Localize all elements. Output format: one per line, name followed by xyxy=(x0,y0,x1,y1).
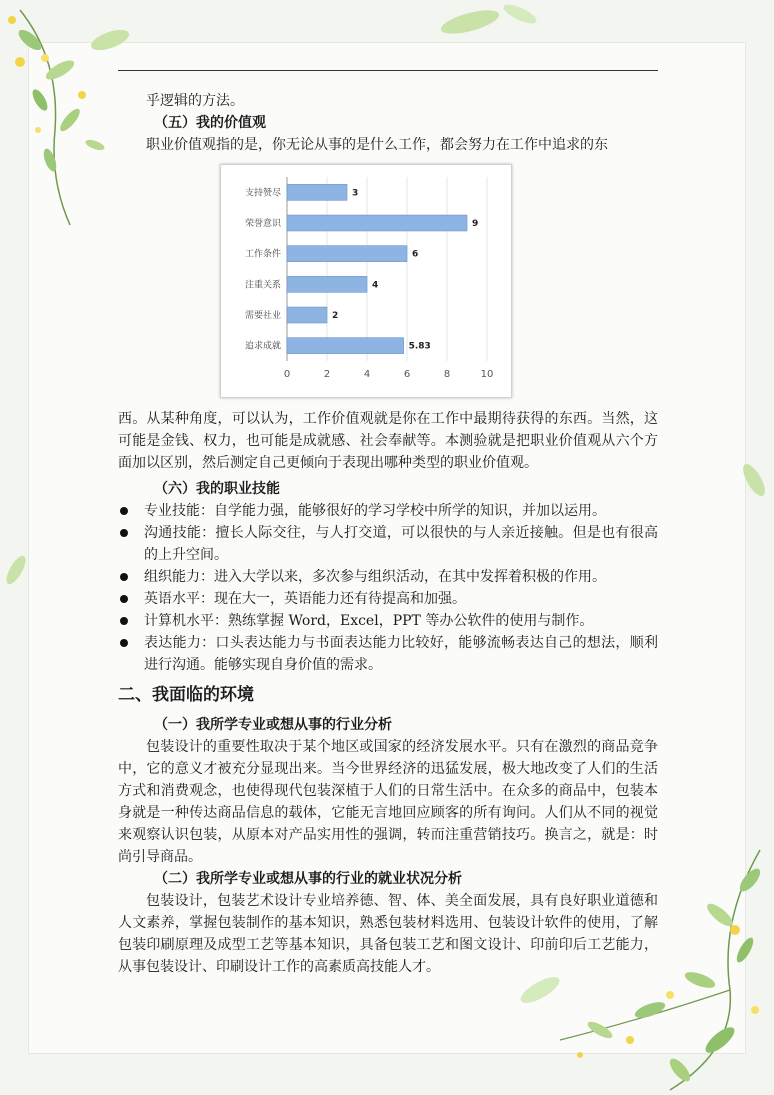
subsection-2-title: （二）我所学专业或想从事的行业的就业状况分析 xyxy=(154,871,462,887)
subsection-2-body: 包装设计，包装艺术设计专业培养德、智、体、美全面发展，具有良好职业道德和人文素养，掌握包装制作的基本知识，熟悉包装材料选用、包装设计软件的使用，了解包装印刷原理及成型工艺等基本知识，具备包装工艺和图文设计、印前印后工艺能力，从事包装设计、印刷设计工作的高素质高技能人才。 xyxy=(118,893,658,975)
header-rule xyxy=(118,70,658,71)
chart-category-label: 支持赞尽 xyxy=(244,188,281,199)
skills-list xyxy=(118,500,658,676)
bullet-icon xyxy=(120,507,128,515)
bullet-icon xyxy=(120,529,128,537)
section-5-body: 西。从某种角度，可以认为，工作价值观就是你在工作中最期待获得的东西。当然，这可能是金钱、权力，也可能是成就感、社会奉献等。本测验就是把职业价值观从六个方面加以区别，然后测定自己更倾向于表现出哪种类型的职业价值观。 xyxy=(118,411,658,471)
chart-bar xyxy=(287,338,404,354)
section-6-title: （六）我的职业技能 xyxy=(154,481,280,497)
skill-text: 英语水平：现在大一，英语能力还有待提高和加强。 xyxy=(144,591,466,607)
chart-category-label: 荣誉意识 xyxy=(244,219,281,229)
document-body xyxy=(118,90,658,978)
chart-category-label: 追求成就 xyxy=(244,341,281,352)
chart-value-label: 9 xyxy=(472,219,479,229)
bullet-icon xyxy=(120,595,128,603)
section-5-title: （五）我的价值观 xyxy=(154,115,266,131)
list-item xyxy=(118,500,658,522)
values-bar-chart xyxy=(220,164,512,398)
leaf-decoration-top-right xyxy=(430,0,550,50)
chart-xtick-label: 6 xyxy=(403,369,411,380)
skill-text: 组织能力：进入大学以来，多次参与组织活动，在其中发挥着积极的作用。 xyxy=(144,569,606,585)
chart-bar xyxy=(287,215,467,231)
chart-xtick-label: 2 xyxy=(323,369,331,380)
list-item xyxy=(118,632,658,676)
bullet-icon xyxy=(120,573,128,581)
skill-text: 专业技能：自学能力强，能够很好的学习学校中所学的知识，并加以运用。 xyxy=(144,503,606,519)
chart-bar xyxy=(287,276,367,292)
bullet-icon xyxy=(120,639,128,647)
chart-category-label: 需要社业 xyxy=(244,311,281,321)
subsection-1-body: 包装设计的重要性取决于某个地区或国家的经济发展水平。只有在激烈的商品竞争中，它的意义才被充分显现出来。当今世界经济的迅猛发展，极大地改变了人们的生活方式和消费观念，也使得现代包装深植于人们的日常生活中。在众多的商品中，包装本身就是一种传达商品信息的载体，它能无言地回应顾客的所有询问。人们从不同的视觉来观察认识包装，从原本对产品实用性的强调，转而注重营销技巧。换言之，就是：时尚引导商品。 xyxy=(118,739,658,865)
chart-svg xyxy=(221,165,511,397)
list-item xyxy=(118,522,658,566)
section-5-intro: 职业价值观指的是，你无论从事的是什么工作，都会努力在工作中追求的东 xyxy=(146,137,608,153)
chart-xtick-label: 10 xyxy=(480,369,494,380)
chart-value-label: 4 xyxy=(372,280,379,291)
list-item xyxy=(118,566,658,588)
leaf-decoration-left xyxy=(0,540,40,600)
chart-xtick-label: 4 xyxy=(363,369,371,380)
skill-text: 沟通技能：擅长人际交往，与人打交道，可以很快的与人亲近接触。但是也有很高的上升空间。 xyxy=(144,525,658,563)
chart-value-label: 3 xyxy=(352,188,359,199)
paragraph-continuation: 乎逻辑的方法。 xyxy=(146,93,244,109)
chart-value-label: 6 xyxy=(412,249,419,260)
list-item xyxy=(118,588,658,610)
heading-environment: 二、我面临的环境 xyxy=(118,685,254,705)
chart-bar xyxy=(287,246,407,262)
skill-text: 计算机水平：熟练掌握 Word，Excel，PPT 等办公软件的使用与制作。 xyxy=(144,613,594,629)
subsection-1-title: （一）我所学专业或想从事的行业分析 xyxy=(154,717,392,733)
chart-bar xyxy=(287,307,327,323)
chart-value-label: 2 xyxy=(332,311,339,321)
list-item xyxy=(118,610,658,632)
chart-xtick-label: 0 xyxy=(283,369,291,380)
chart-category-label: 工作条件 xyxy=(244,249,281,260)
chart-category-label: 注重关系 xyxy=(244,280,281,291)
chart-bar xyxy=(287,184,347,200)
bullet-icon xyxy=(120,617,128,625)
chart-value-label: 5.83 xyxy=(408,341,431,352)
leaf-decoration-right xyxy=(732,450,774,510)
skill-text: 表达能力：口头表达能力与书面表达能力比较好，能够流畅表达自己的想法，顺利进行沟通。能够实现自身价值的需求。 xyxy=(144,635,658,673)
chart-xtick-label: 8 xyxy=(443,369,451,380)
